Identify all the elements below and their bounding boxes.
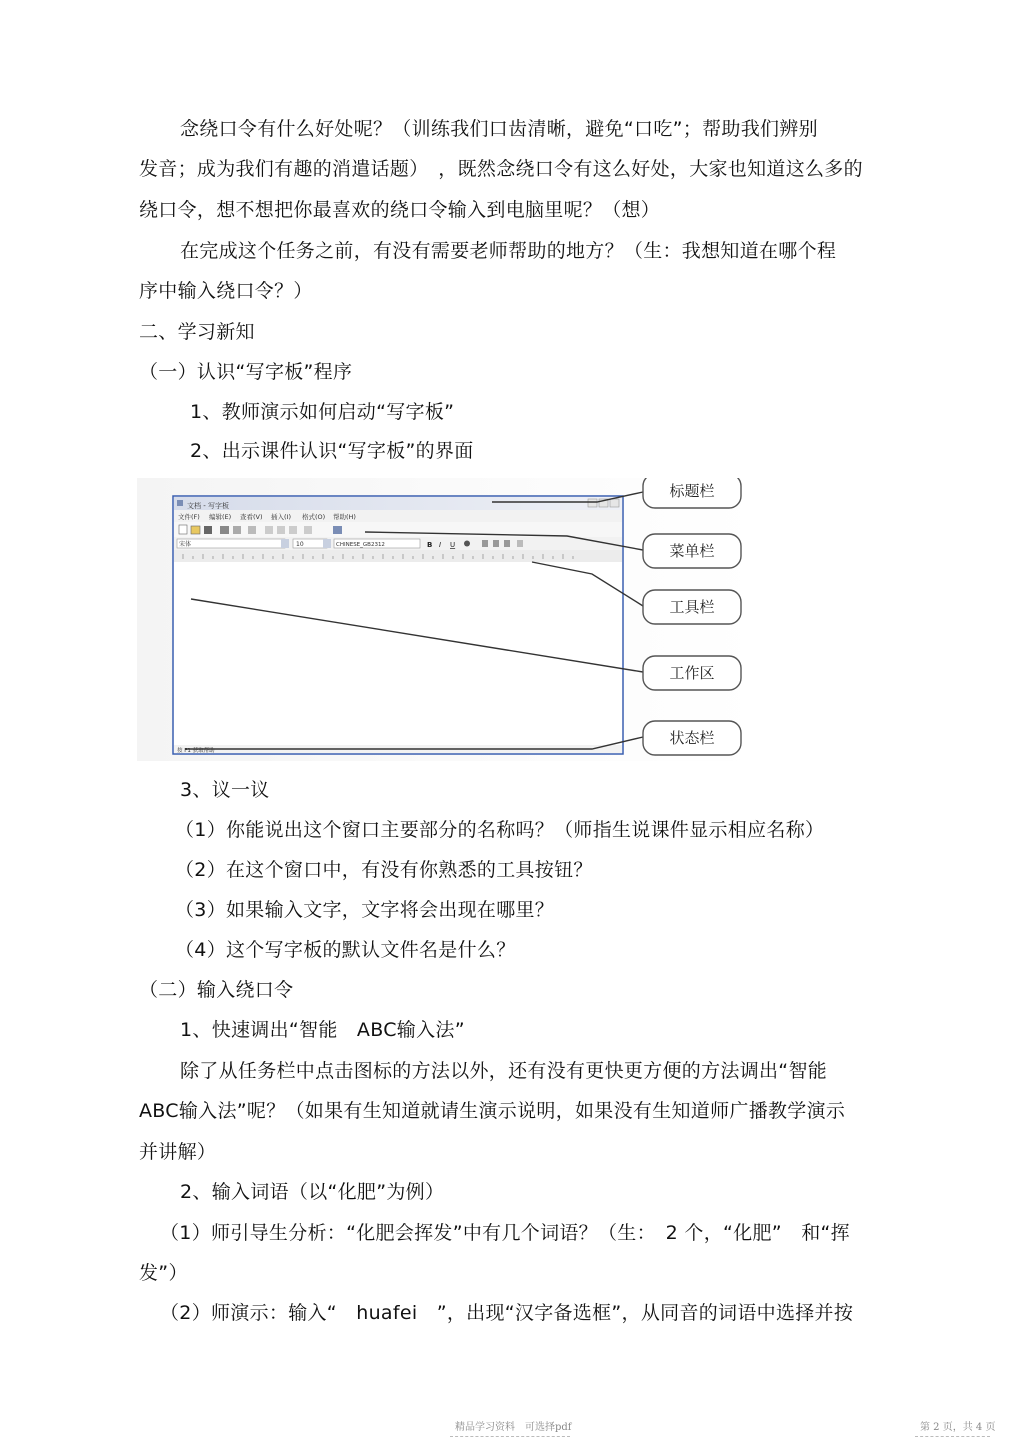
size-dropdown-icon: [323, 539, 331, 548]
minimize-button: [588, 499, 597, 507]
question-4: （4）这个写字板的默认文件名是什么？: [175, 939, 516, 961]
callout-workarea-label: 工作区: [669, 664, 715, 682]
footer-divider-right: [915, 1436, 990, 1437]
copy-icon: [277, 526, 285, 534]
step-2: 2、出示课件认识“写字板”的界面: [190, 440, 474, 462]
question-3: （3）如果输入文字，文字将会出现在哪里？: [175, 899, 555, 921]
close-button: [610, 499, 619, 507]
new-icon: [179, 525, 187, 534]
cut-icon: [265, 526, 273, 534]
demo-2-line1: （2）师演示：输入“ huafei ”，出现“汉字备选框”，从同音的词语中选择并按: [160, 1302, 854, 1324]
p1-line2: 发音；成为我们有趣的消遣话题） ，既然念绕口令有这么好处，大家也知道这么多的: [139, 158, 863, 180]
work-area: [177, 564, 613, 742]
heading-learn-new: 二、学习新知: [139, 321, 255, 343]
paste-icon: [289, 526, 297, 534]
print-icon: [220, 526, 229, 534]
p2-line1: 在完成这个任务之前，有没有需要老师帮助的地方？（生：我想知道在哪个程: [180, 240, 837, 262]
task-2: 2、输入词语（以“化肥”为例）: [180, 1181, 445, 1203]
task-1-para-line2: ABC输入法”呢？（如果有生知道就请生演示说明，如果没有生知道师广播教学演示: [139, 1100, 846, 1122]
font-name-box: [177, 539, 285, 548]
task-1-para-line3: 并讲解）: [139, 1141, 217, 1163]
font-dropdown-icon: [281, 539, 289, 548]
heading-know-wordpad: （一）认识“写字板”程序: [139, 361, 353, 383]
p1-line1: 念绕口令有什么好处呢？（训练我们口齿清晰，避免“口吃”；帮助我们辨别: [180, 118, 818, 140]
task-1-para-line1: 除了从任务栏中点击图标的方法以外，还有没有更快更方便的方法调出“智能: [180, 1060, 828, 1082]
callout-toolbar-label: 工具栏: [669, 598, 715, 616]
callout-status-label: 状态栏: [669, 729, 715, 747]
analysis-1-line2: 发”）: [139, 1262, 188, 1284]
title-bar: [174, 497, 622, 510]
callout-menu-label: 菜单栏: [669, 542, 715, 560]
footer-divider-left: [450, 1436, 570, 1437]
step-3: 3、议一议: [180, 779, 270, 801]
toolbar: [174, 522, 622, 537]
wordpad-figure: [137, 478, 757, 761]
print-preview-icon: [233, 526, 241, 534]
menu-item-help: 帮助(H): [333, 513, 356, 521]
save-icon: [204, 526, 212, 534]
callout-title-label: 标题栏: [669, 482, 715, 500]
menu-item-view: 查看(V): [240, 513, 263, 521]
question-1: （1）你能说出这个窗口主要部分的名称吗？（师指生说课件显示相应名称）: [175, 819, 825, 841]
align-left-icon: [482, 540, 488, 547]
align-right-icon: [504, 540, 510, 547]
ruler: [174, 550, 622, 562]
color-icon: [464, 541, 470, 547]
open-icon: [191, 526, 200, 534]
p1-line3: 绕口令，想不想把你最喜欢的绕口令输入到电脑里呢？（想）: [139, 199, 661, 221]
undo-icon: [304, 526, 312, 534]
heading-input-tongue-twister: （二）输入绕口令: [139, 979, 294, 1001]
analysis-1-line1: （1）师引导生分析：“化肥会挥发”中有几个词语？（生： 2 个，“化肥” 和“挥: [160, 1222, 850, 1244]
script-value: CHINESE_GB2312: [336, 542, 385, 548]
menu-item-file: 文件(F): [178, 513, 200, 521]
font-name-value: 宋体: [179, 541, 192, 548]
question-2: （2）在这个窗口中，有没有你熟悉的工具按钮？: [175, 859, 593, 881]
window-title: 文档 - 写字板: [187, 502, 229, 510]
underline-icon: U: [450, 541, 456, 549]
find-icon: [248, 526, 256, 534]
app-icon: [177, 500, 183, 506]
bullets-icon: [517, 540, 523, 547]
bold-icon: B: [427, 541, 433, 549]
align-center-icon: [493, 540, 499, 547]
menu-item-insert: 插入(I): [271, 513, 291, 521]
footer-left: 精品学习资料 可选择pdf: [455, 1422, 572, 1433]
menu-item-edit: 编辑(E): [209, 513, 232, 521]
wordpad-diagram: [137, 478, 757, 761]
step-1: 1、教师演示如何启动“写字板”: [190, 401, 455, 423]
font-size-value: 10: [296, 541, 304, 548]
status-text: 按 F1 获取帮助: [177, 748, 215, 754]
footer-right: 第 2 页，共 4 页: [920, 1422, 996, 1433]
italic-icon: I: [439, 541, 442, 549]
p2-line2: 序中输入绕口令？）: [139, 280, 313, 302]
insert-datetime-icon: [333, 526, 342, 534]
task-1: 1、快速调出“智能 ABC输入法”: [180, 1019, 465, 1041]
menu-item-format: 格式(O): [302, 513, 326, 521]
